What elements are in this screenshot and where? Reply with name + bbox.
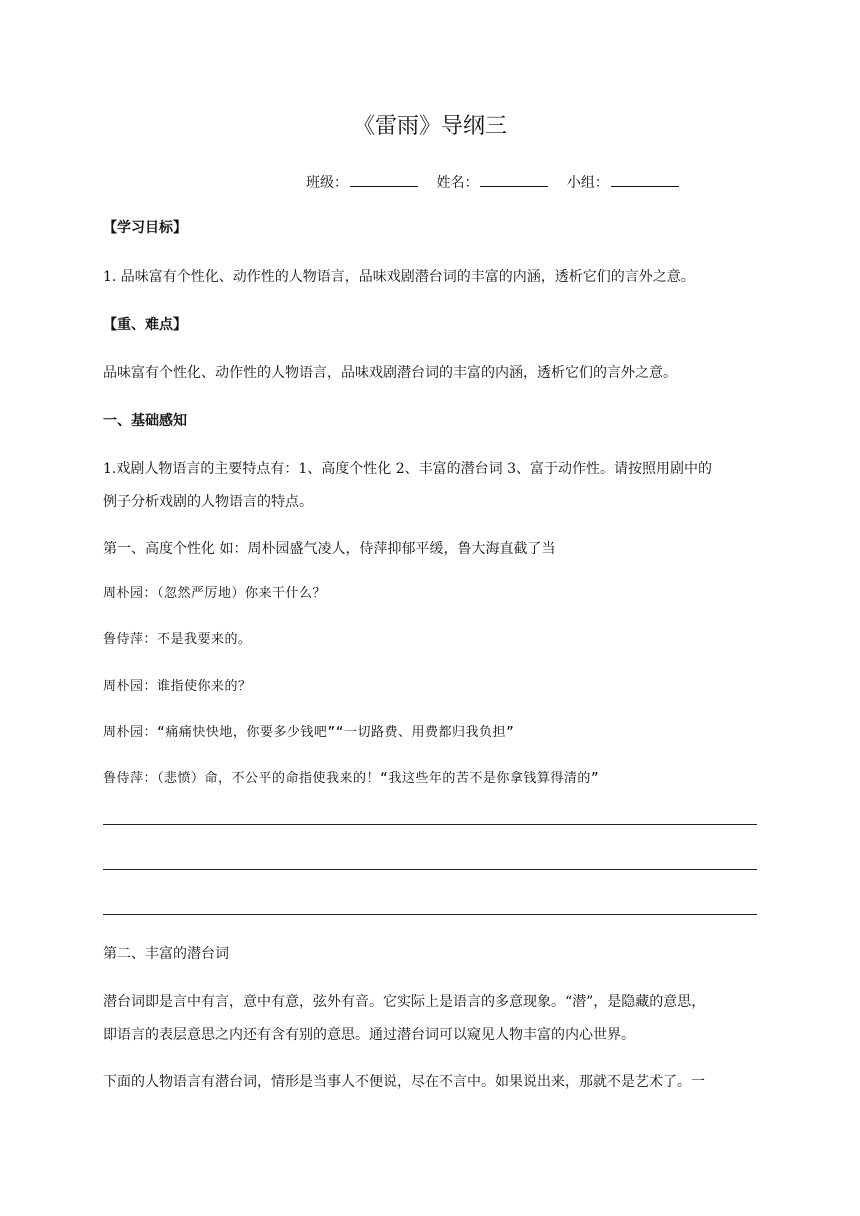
key-points-heading: 【重、难点】 [103, 317, 187, 333]
name-label: 姓名： [436, 175, 479, 191]
answer-line[interactable] [103, 914, 757, 915]
answer-line[interactable] [103, 869, 757, 870]
class-label: 班级： [306, 175, 348, 191]
dialogue-line: 鲁侍萍：不是我要来的。 [103, 632, 252, 647]
dialogue-line: 周朴园：（忽然严厉地）你来干什么？ [103, 586, 327, 601]
group-label: 小组： [566, 175, 609, 191]
dialogue-line: 周朴园：谁指使你来的？ [103, 679, 252, 694]
objectives-heading: 【学习目标】 [103, 220, 187, 236]
page-title: 《雷雨》导纲三 [352, 114, 507, 139]
part1-heading: 一、基础感知 [103, 413, 187, 429]
group-blank[interactable] [611, 170, 679, 187]
second-point-heading: 第二、丰富的潜台词 [103, 946, 229, 962]
key-points-text: 品味富有个性化、动作性的人物语言，品味戏剧潜台词的丰富的内涵，透析它们的言外之意。 [103, 365, 677, 381]
answer-line[interactable] [103, 824, 757, 825]
first-point-text: 第一、高度个性化 如：周朴园盛气凌人，侍萍抑郁平缓，鲁大海直截了当 [103, 541, 556, 557]
next-paragraph-line: 下面的人物语言有潜台词，情形是当事人不便说，尽在不言中。如果说出来，那就不是艺术了。一 [103, 1074, 705, 1090]
dialogue-line: 周朴园：“痛痛快快地，你要多少钱吧”“一切路费、用费都归我负担” [103, 725, 515, 740]
question-1-line-2: 例子分析戏剧的人物语言的特点。 [103, 494, 313, 510]
objective-item: 1. 品味富有个性化、动作性的人物语言，品味戏剧潜台词的丰富的内涵，透析它们的言外之意。 [103, 269, 695, 285]
class-blank[interactable] [350, 170, 418, 187]
question-1-line-1: 1.戏剧人物语言的主要特点有：1、高度个性化 2、丰富的潜台词 3、富于动作性。请按照用剧中的 [103, 461, 712, 477]
dialogue-line: 鲁侍萍：（悲愤）命，不公平的命指使我来的！“我这些年的苦不是你拿钱算得清的” [103, 771, 600, 786]
subtext-line-1: 潜台词即是言中有言，意中有意，弦外有音。它实际上是语言的多意现象。“潜”，是隐藏的意思， [103, 994, 706, 1010]
subtext-line-2: 即语言的表层意思之内还有含有别的意思。通过潜台词可以窥见人物丰富的内心世界。 [103, 1027, 635, 1043]
name-blank[interactable] [480, 170, 548, 187]
student-info-fields [306, 170, 693, 194]
